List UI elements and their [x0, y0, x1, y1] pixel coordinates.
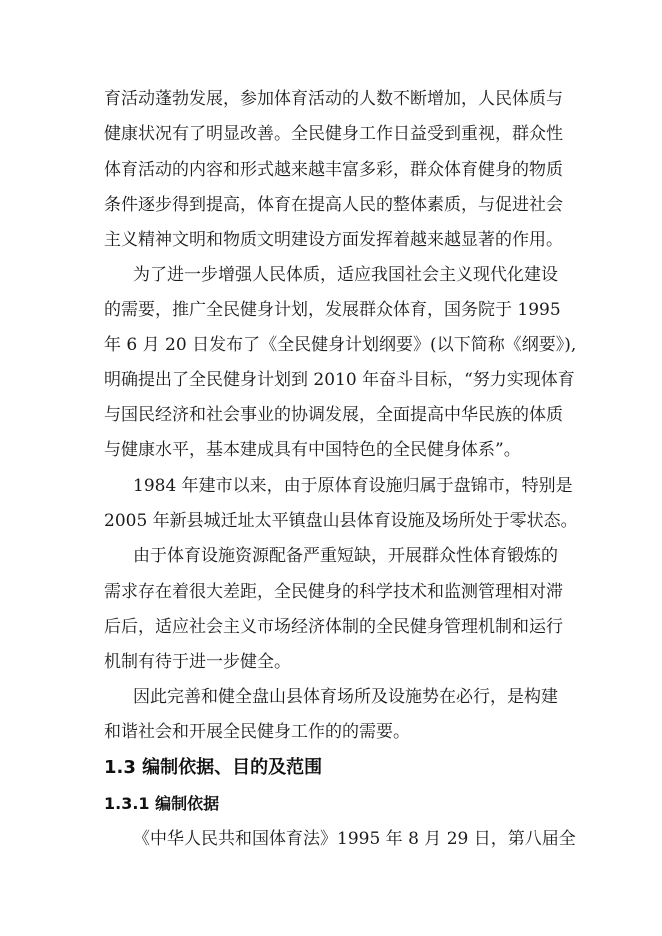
paragraph-2-line-3: 年 6 月 20 日发布了《全民健身计划纲要》(以下简称《纲要》),	[104, 335, 577, 355]
paragraph-3-line-1: 1984 年建市以来，由于原体育设施归属于盘锦市，特别是	[133, 476, 573, 496]
paragraph-2-line-1: 为了进一步增强人民体质，适应我国社会主义现代化建设	[133, 265, 558, 285]
paragraph-5-line-2: 和谐社会和开展全民健身工作的的需要。	[104, 722, 410, 742]
paragraph-4-line-1: 由于体育设施资源配备严重短缺，开展群众性体育锻炼的	[133, 546, 558, 566]
paragraph-1-line-4: 条件逐步得到提高，体育在提高人民的整体素质，与促进社会	[104, 195, 563, 215]
paragraph-1-line-1: 育活动蓬勃发展，参加体育活动的人数不断增加，人民体质与	[104, 89, 563, 109]
paragraph-2-line-4: 明确提出了全民健身计划到 2010 年奋斗目标，“努力实现体育	[104, 370, 575, 390]
paragraph-4-line-4: 机制有待于进一步健全。	[104, 652, 291, 672]
paragraph-3-line-2: 2005 年新县城迁址太平镇盘山县体育设施及场所处于零状态。	[104, 511, 578, 531]
paragraph-5-line-1: 因此完善和健全盘山县体育场所及设施势在必行，是构建	[133, 687, 558, 707]
subsection-heading-1-3-1: 1.3.1 编制依据	[104, 794, 220, 813]
section-heading-1-3: 1.3 编制依据、目的及范围	[104, 757, 323, 778]
paragraph-6-line-1: 《中华人民共和国体育法》1995 年 8 月 29 日，第八届全	[133, 829, 576, 849]
paragraph-1-line-3: 体育活动的内容和形式越来越丰富多彩，群众体育健身的物质	[104, 160, 563, 180]
paragraph-2-line-2: 的需要，推广全民健身计划，发展群众体育，国务院于 1995	[104, 300, 561, 320]
paragraph-2-line-5: 与国民经济和社会事业的协调发展，全面提高中华民族的体质	[104, 405, 563, 425]
paragraph-4-line-2: 需求存在着很大差距，全民健身的科学技术和监测管理相对滞	[104, 582, 563, 602]
paragraph-1-line-2: 健康状况有了明显改善。全民健身工作日益受到重视，群众性	[104, 124, 563, 144]
paragraph-4-line-3: 后后，适应社会主义市场经济体制的全民健身管理机制和运行	[104, 617, 563, 637]
paragraph-1-line-5: 主义精神文明和物质文明建设方面发挥着越来越显著的作用。	[104, 230, 563, 250]
paragraph-2-line-6: 与健康水平，基本建成具有中国特色的全民健身体系”。	[104, 440, 521, 460]
